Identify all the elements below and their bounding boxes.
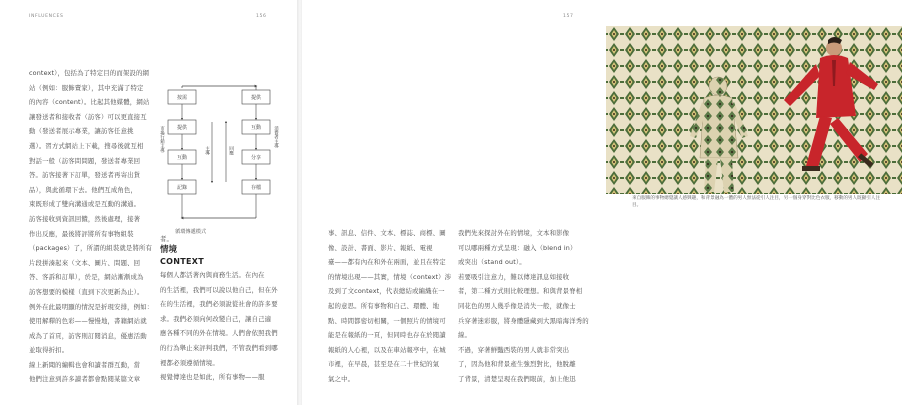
text-line: 片段拼湊起來（文本、圖片、問題、回: [29, 258, 141, 267]
text-line: 起的意思。所有事物和自己、環體、地: [328, 301, 440, 310]
text-line: 束既形成了雙向溝通或是互動的溝通。: [29, 200, 141, 209]
text-line: 不過，穿著鮮豔西裝的男人就非常突出: [458, 345, 570, 354]
diagram-box-label: 提供: [176, 125, 188, 131]
diagram-side-label-right: 消費者主導: [273, 126, 279, 148]
text-line: 兵穿著迷彩服，將身體隱藏到大黑暗海洋秀的: [458, 316, 589, 325]
text-line: 的生活裡，我們可以說以他自己，但在外: [160, 285, 278, 294]
text-line: 例外在此最明顯的情況是折現安排，例如：: [29, 302, 154, 311]
text-line: 了，因為他和背景產生強烈對比，他脫離: [458, 360, 576, 369]
text-line: 同花色的男人幾乎像是消失一般，就像士: [458, 301, 576, 310]
text-line: 動（發送者展示專業，讓訪客任意挑: [29, 127, 134, 136]
photo-caption: [632, 196, 887, 209]
diagram-box-label: 記錄: [176, 185, 188, 191]
text-line: 站（例如：服飾賣家），其中充滿了特定: [29, 83, 144, 92]
text-line: 者。: [160, 235, 174, 243]
text-line: 視覺傳達也是如此，所有事物——服: [160, 373, 265, 382]
text-line: 對話一般（訪客問問題，發送者專業回: [29, 156, 141, 165]
right-page: [302, 0, 881, 405]
diagram-box-label: 存檔: [250, 185, 262, 191]
text-line: 品），與此循環下去。他們互成角色，: [29, 185, 137, 194]
text-line: 點、時間都密切相關，一個照片的情境可: [328, 316, 446, 325]
photo-men-patterned-wall: [606, 26, 902, 194]
text-line: 了背景，清楚呈現在我們眼前，加上他迅: [458, 374, 576, 383]
text-line: 他們注意到許多讀者都會點閱某篇文章: [29, 375, 141, 384]
diagram-side-label-left: 市場行銷主導: [159, 126, 165, 153]
running-header-section: INFLUENCES: [29, 14, 64, 19]
section-heading-zh: 情境: [160, 245, 178, 255]
diagram-center-label-top: 主導: [204, 146, 210, 156]
text-line: 可以哪兩種方式呈現：融入（blend in）: [458, 243, 577, 252]
text-line: 我們先來探討外在的情境，文本和影像: [458, 229, 570, 237]
text-line: 像、設計、書面、影片、報紙、電視: [328, 243, 433, 252]
text-line: （packages）了，所謂的組裝就是將所有: [29, 244, 153, 253]
text-line: 裡都必須遵循情境。: [160, 358, 219, 367]
text-line: 每個人都活著內與商務生活。在內在: [160, 271, 265, 279]
page-number-left: 156: [256, 14, 267, 19]
left-page: [0, 0, 298, 405]
diagram-box-label: 互動: [250, 125, 262, 131]
photo-caption-line: 來自服飾的事物總覺讓人感興趣，和背景融為一體的男人無法從引人注目，另一個身穿對比色衣服，移動的男人既顯引人注: [632, 196, 881, 201]
text-line: 臺——都有內在和外在兩面，並且在特定: [328, 258, 446, 267]
text-line: 若要吸引注意力，難以傳達訊息如接收: [458, 272, 570, 281]
right-col1-text: [328, 226, 451, 387]
diagram-box-label: 分享: [250, 155, 262, 161]
text-line: 及到了文context，代表總結或編織在一: [328, 287, 445, 296]
right-col2-text: [458, 226, 589, 387]
left-text-column: [29, 66, 153, 387]
transmission-cycle-diagram: [160, 82, 280, 224]
text-line: 者，第二種方式則比較理想。和與背景脊相: [458, 287, 583, 296]
page-number-right: 157: [563, 14, 574, 19]
left-diagram-column: [168, 90, 196, 216]
text-line: 應各種不同的外在情境。人們會依照我們: [160, 329, 278, 338]
text-line: 的行為舉止來評判我們，不管我們看到哪: [160, 343, 278, 352]
text-line: 的內容（content）。比起其他媒體，網站: [29, 98, 150, 107]
text-line: 市裡，在早晨，甚至是在二十世紀的氣: [328, 360, 440, 369]
text-line: 或突出（stand out）。: [458, 258, 526, 267]
text-line: 求。我們必須向何改變自己，讓自己適: [160, 314, 272, 323]
text-line: 事、訊息、信件、文本、標誌、商標、圖: [328, 229, 446, 237]
text-line: 在的生活裡，我們必須說從社會的許多要: [160, 300, 278, 309]
text-line: 訪客想要的模樣（直到下次更新為止）。: [29, 287, 144, 296]
text-line: 訪客接收到資訊回饋，然後處理，接著: [29, 214, 141, 223]
text-line: 線上新聞的編輯也會和讀者群互動，當: [29, 360, 141, 369]
text-line: 使用解釋的色彩——慢慢地，書籍網站就: [29, 317, 147, 326]
right-diagram-column: [242, 88, 270, 216]
text-line: 並取得折扣。: [29, 346, 69, 355]
text-line: 報紙的人心裡，以及在車站報亭中，在城: [328, 345, 446, 354]
section-heading-en: CONTEXT: [160, 257, 205, 266]
text-line: 成為了首頁，訪客則訂閱消息，優惠活動: [29, 331, 147, 340]
section-heading: [160, 243, 204, 266]
text-line: context），包括為了特定目的而架設的網: [29, 69, 150, 77]
photo-caption-line: 目。: [632, 202, 642, 208]
diagram-box-label: 按需: [176, 95, 188, 101]
text-line: 讓發送者和接收者（訪客）可以更直接互: [29, 112, 147, 121]
diagram-box-label: 提供: [250, 95, 262, 101]
text-line: 線。: [458, 331, 472, 340]
text-line: 答。訪客接著下訂單，發送者再寄出貨: [29, 171, 141, 180]
left-col2-text: [160, 268, 278, 385]
diagram-box-label: 互動: [176, 155, 188, 161]
text-line: 的情境出現——其實，情境（context）涉: [328, 272, 452, 281]
text-line: 答、客訴和訂單），於是，網站漸漸成為: [29, 273, 144, 282]
diagram-caption: 循環傳遞模式: [175, 229, 207, 235]
photo-illustration: [606, 26, 902, 194]
text-line: 氣之中。: [328, 374, 355, 383]
text-line: 能是在報紙的一頁，但同時也存在於閱讀: [328, 331, 446, 340]
text-line: 選）。習方式網站上下載，搜尋後就互相: [29, 141, 144, 150]
diagram-center-label-bottom: 回應: [228, 146, 234, 156]
text-line: 作出反應，最後將評將所有事物組裝: [29, 229, 134, 238]
